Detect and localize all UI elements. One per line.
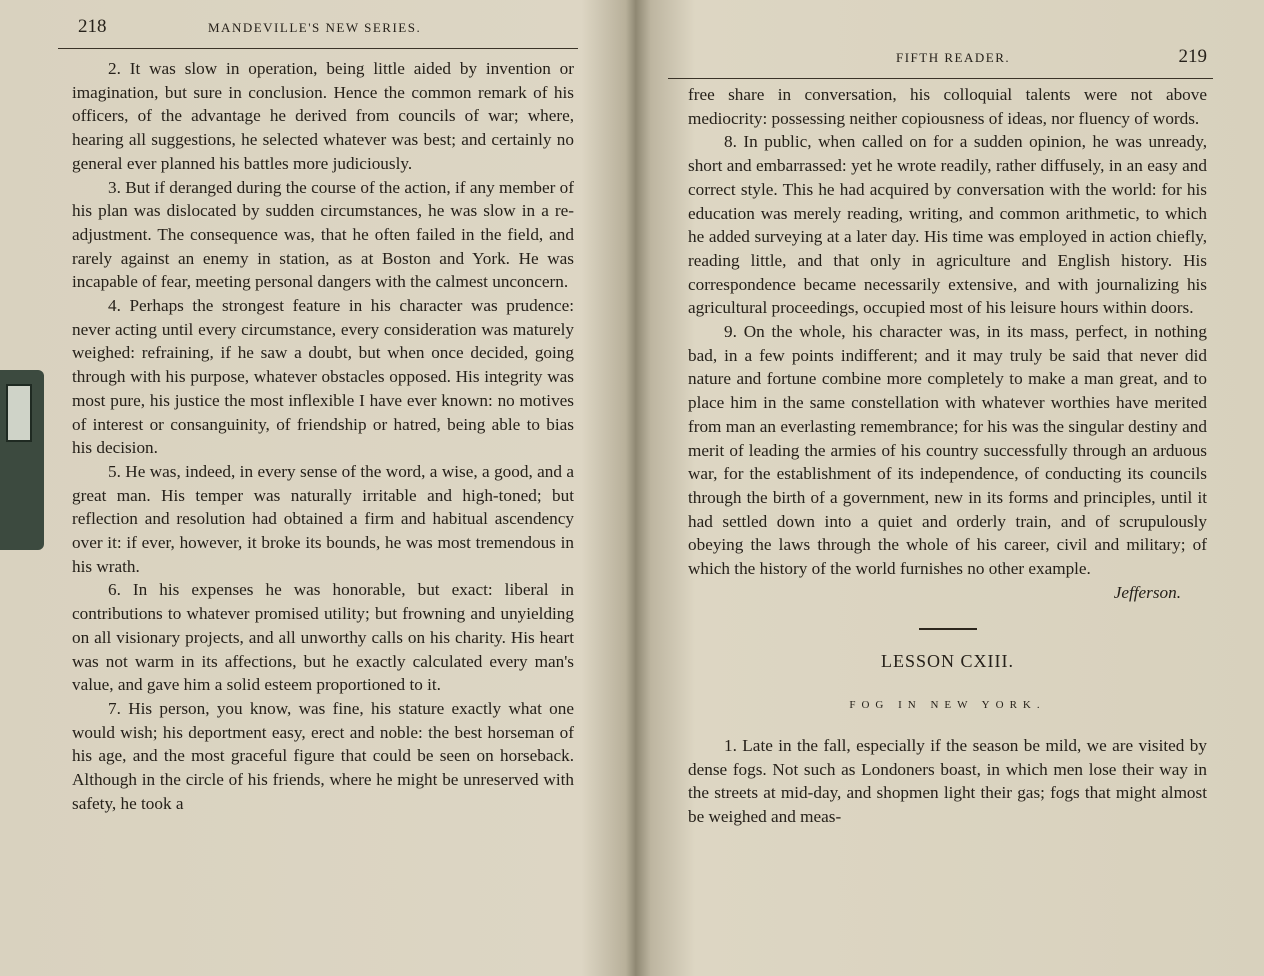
paragraph-8: 8. In public, when called on for a sudden opinion, he was unready, short and embarrassed: yet he wrote readily, rather diffusely, in an easy and correct style. This he had acquired by conversation with the world: for his education was merely reading, writing, and common arithmetic, to which he added surveying at a later day. His time was employed in action chiefly, reading little, and that only in agriculture and English history. His correspondence became necessarily extensive, and with journalizing his agricultural proceedings, occupied most of his leisure hours within doors. [688,132,1207,318]
left-running-head: MANDEVILLE'S NEW SERIES. [208,20,422,35]
right-page-body [668,79,1213,829]
lesson-title: FOG IN NEW YORK. [849,699,1046,712]
left-page [58,0,578,976]
continued-paragraph: free share in conversation, his colloquial talents were not above mediocrity: possessing neither copiousness of ideas, nor fluency of words. [688,85,1207,128]
right-page-number: 219 [1178,46,1207,67]
lesson-paragraph-1: 1. Late in the fall, especially if the season be mild, we are visited by dense fogs. Not such as Londoners boast, in which men lose their way in the streets at mid-day, and shopmen light their gas; fogs that might almost be weighed and meas- [688,735,1207,826]
left-page-number: 218 [78,16,107,37]
right-running-head: FIFTH READER. [896,50,1011,65]
paragraph-7: 7. His person, you know, was fine, his stature exactly what one would wish; his deportment easy, erect and noble: the best horseman of his age, and the most graceful figure that could be seen on horseback. Although in the circle of his friends, where he might be unreserved with safety, he took a [72,698,574,813]
left-page-header [58,14,578,49]
bookmark-tab [0,370,44,550]
right-page [668,0,1213,976]
section-divider [919,628,977,630]
paragraph-4: 4. Perhaps the strongest feature in his character was prudence: never acting until every circumstance, every consideration was maturely weighed: refraining, if he saw a doubt, but when once decided, going through with his purpose, whatever obstacles opposed. His integrity was most pure, his justice the most inflexible I have ever known: no motives of interest or consanguinity, of friendship or hatred, being able to bias his decision. [72,296,574,458]
lesson-heading: LESSON CXIII. [881,651,1014,672]
paragraph-5: 5. He was, indeed, in every sense of the word, a wise, a good, and a great man. His temper was naturally irritable and high-toned; but reflection and resolution had obtained a firm and habitual ascendency over it: if ever, however, it broke its bounds, he was most tremendous in his wrath. [72,461,574,576]
paragraph-6: 6. In his expenses he was honorable, but exact: liberal in contributions to whatever promised utility; but frowning and unyielding on all visionary projects, and all unworthy calls on his charity. His heart was not warm in its affections, but he exactly calculated every man's value, and gave him a solid esteem proportioned to it. [72,580,574,695]
paragraph-2: 2. It was slow in operation, being little aided by invention or imagination, but sure in conclusion. Hence the common remark of his officers, of the advantage he derived from councils of war; where, hearing all suggestions, he selected whatever was best; and certainly no general ever planned his battles more judiciously. [72,59,574,173]
bookmark-label-icon [6,384,32,442]
paragraph-3: 3. But if deranged during the course of the action, if any member of his plan was dislocated by sudden circumstances, he was slow in a re-adjustment. The consequence was, that he often failed in the field, and rarely against an enemy in station, as at Boston and York. He was incapable of fear, meeting personal dangers with the calmest unconcern. [72,177,574,292]
paragraph-9: 9. On the whole, his character was, in its mass, perfect, in nothing bad, in a few points indifferent; and it may truly be said that never did nature and fortune combine more completely to make a man great, and to place him in the same constellation with whatever worthies have merited from man an everlasting remembrance; for his was the singular destiny and merit of leading the armies of his country successfully through an arduous war, for the establishment of its independence, of conducting its councils through the birth of a government, new in its forms and principles, until it had settled down into a quiet and orderly train, and of scrupulously obeying the laws through the whole of his career, civil and military; of which the history of the world furnishes no other example. [688,322,1207,579]
right-page-header [668,44,1213,79]
author-attribution: Jefferson. [1113,582,1181,602]
left-page-body [58,49,578,816]
